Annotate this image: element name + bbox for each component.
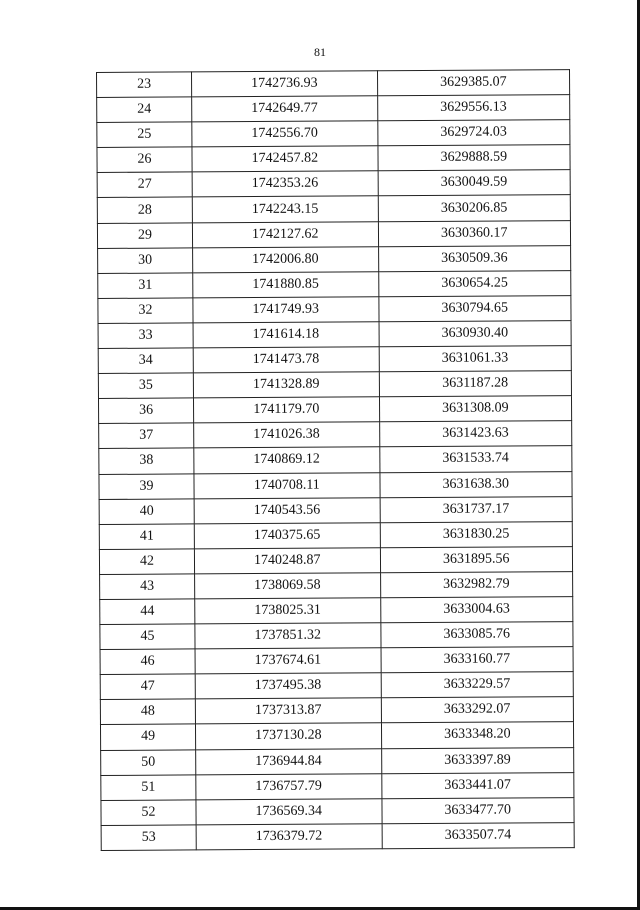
x-coordinate-cell: 1738025.31	[195, 598, 381, 624]
point-number-cell: 36	[98, 398, 193, 424]
x-coordinate-cell: 1741614.18	[193, 322, 379, 348]
y-coordinate-cell: 3631187.28	[379, 371, 572, 397]
y-coordinate-cell: 3630794.65	[378, 295, 571, 321]
coordinates-table-body	[97, 70, 575, 851]
y-coordinate-cell: 3631423.63	[379, 421, 572, 447]
table-row	[99, 446, 572, 474]
table-row	[98, 245, 571, 273]
point-number-cell: 24	[97, 97, 192, 123]
x-coordinate-cell: 1742243.15	[192, 196, 378, 222]
point-number-cell: 39	[99, 473, 194, 499]
y-coordinate-cell: 3630930.40	[379, 321, 572, 347]
table-row	[98, 270, 571, 298]
x-coordinate-cell: 1740869.12	[194, 447, 380, 473]
y-coordinate-cell: 3633507.74	[382, 822, 575, 848]
point-number-cell: 28	[97, 197, 192, 223]
y-coordinate-cell: 3631830.25	[380, 521, 573, 547]
table-row	[98, 371, 571, 399]
table-row	[100, 597, 573, 625]
y-coordinate-cell: 3633292.07	[381, 697, 574, 723]
point-number-cell: 25	[97, 122, 192, 148]
table-row	[97, 170, 570, 198]
table-row	[97, 145, 570, 173]
y-coordinate-cell: 3633477.70	[381, 797, 574, 823]
x-coordinate-cell: 1742127.62	[192, 221, 378, 247]
x-coordinate-cell: 1741328.89	[193, 372, 379, 398]
table-row	[98, 295, 571, 323]
y-coordinate-cell: 3633160.77	[381, 647, 574, 673]
table-row	[97, 120, 570, 148]
table-row	[99, 521, 572, 549]
table-row	[100, 672, 573, 700]
point-number-cell: 37	[99, 423, 194, 449]
x-coordinate-cell: 1737495.38	[195, 673, 381, 699]
table-row	[97, 70, 570, 98]
point-number-cell: 27	[97, 172, 192, 198]
y-coordinate-cell: 3631061.33	[379, 346, 572, 372]
y-coordinate-cell: 3633004.63	[380, 597, 573, 623]
table-row	[97, 220, 570, 248]
point-number-cell: 50	[101, 749, 196, 775]
y-coordinate-cell: 3631638.30	[379, 471, 572, 497]
y-coordinate-cell: 3633085.76	[380, 622, 573, 648]
y-coordinate-cell: 3631895.56	[380, 546, 573, 572]
point-number-cell: 52	[101, 800, 196, 826]
table-row	[98, 346, 571, 374]
x-coordinate-cell: 1740375.65	[194, 522, 380, 548]
table-row	[101, 797, 574, 825]
point-number-cell: 45	[100, 624, 195, 650]
y-coordinate-cell: 3629888.59	[377, 145, 570, 171]
x-coordinate-cell: 1742457.82	[192, 146, 378, 172]
point-number-cell: 41	[99, 524, 194, 550]
point-number-cell: 43	[100, 574, 195, 600]
point-number-cell: 51	[101, 775, 196, 801]
x-coordinate-cell: 1736379.72	[196, 824, 382, 850]
x-coordinate-cell: 1741880.85	[193, 272, 379, 298]
x-coordinate-cell: 1737313.87	[195, 698, 381, 724]
point-number-cell: 35	[98, 373, 193, 399]
point-number-cell: 29	[97, 222, 192, 248]
y-coordinate-cell: 3630509.36	[378, 245, 571, 271]
x-coordinate-cell: 1742649.77	[192, 96, 378, 122]
y-coordinate-cell: 3633441.07	[381, 772, 574, 798]
table-row	[99, 421, 572, 449]
point-number-cell: 44	[100, 599, 195, 625]
x-coordinate-cell: 1742006.80	[193, 246, 379, 272]
y-coordinate-cell: 3632982.79	[380, 571, 573, 597]
point-number-cell: 34	[98, 348, 193, 374]
x-coordinate-cell: 1741749.93	[193, 297, 379, 323]
y-coordinate-cell: 3633348.20	[381, 722, 574, 748]
page-number: 81	[314, 45, 326, 59]
table-row	[100, 622, 573, 650]
table-row	[101, 772, 574, 800]
x-coordinate-cell: 1742353.26	[192, 171, 378, 197]
y-coordinate-cell: 3629556.13	[377, 95, 570, 121]
x-coordinate-cell: 1741026.38	[194, 422, 380, 448]
y-coordinate-cell: 3630654.25	[378, 270, 571, 296]
x-coordinate-cell: 1741473.78	[193, 347, 379, 373]
table-row	[101, 822, 574, 850]
x-coordinate-cell: 1742556.70	[192, 121, 378, 147]
x-coordinate-cell: 1738069.58	[195, 573, 381, 599]
table-row	[97, 195, 570, 223]
point-number-cell: 42	[99, 549, 194, 575]
x-coordinate-cell: 1737674.61	[195, 648, 381, 674]
point-number-cell: 30	[98, 248, 193, 274]
y-coordinate-cell: 3633397.89	[381, 747, 574, 773]
point-number-cell: 38	[99, 448, 194, 474]
x-coordinate-cell: 1740248.87	[194, 548, 380, 574]
table-row	[100, 697, 573, 725]
y-coordinate-cell: 3633229.57	[381, 672, 574, 698]
point-number-cell: 31	[98, 273, 193, 299]
point-number-cell: 48	[100, 699, 195, 725]
table-row	[98, 321, 571, 349]
y-coordinate-cell: 3630206.85	[378, 195, 571, 221]
y-coordinate-cell: 3630360.17	[378, 220, 571, 246]
coordinates-table	[96, 69, 575, 851]
table-row	[97, 95, 570, 123]
x-coordinate-cell: 1740708.11	[194, 472, 380, 498]
y-coordinate-cell: 3631308.09	[379, 396, 572, 422]
point-number-cell: 47	[100, 674, 195, 700]
x-coordinate-cell: 1740543.56	[194, 497, 380, 523]
point-number-cell: 33	[98, 323, 193, 349]
y-coordinate-cell: 3629385.07	[377, 70, 570, 96]
table-row	[98, 396, 571, 424]
table-row	[100, 722, 573, 750]
x-coordinate-cell: 1737851.32	[195, 623, 381, 649]
y-coordinate-cell: 3630049.59	[378, 170, 571, 196]
point-number-cell: 46	[100, 649, 195, 675]
table-row	[99, 496, 572, 524]
point-number-cell: 23	[97, 72, 192, 98]
table-row	[99, 471, 572, 499]
table-row	[99, 546, 572, 574]
point-number-cell: 49	[100, 724, 195, 750]
x-coordinate-cell: 1736757.79	[196, 773, 382, 799]
table-row	[100, 647, 573, 675]
y-coordinate-cell: 3631737.17	[380, 496, 573, 522]
table-row	[100, 571, 573, 599]
y-coordinate-cell: 3629724.03	[377, 120, 570, 146]
point-number-cell: 53	[101, 825, 196, 851]
y-coordinate-cell: 3631533.74	[379, 446, 572, 472]
x-coordinate-cell: 1736944.84	[196, 748, 382, 774]
x-coordinate-cell: 1736569.34	[196, 798, 382, 824]
point-number-cell: 32	[98, 298, 193, 324]
x-coordinate-cell: 1737130.28	[195, 723, 381, 749]
point-number-cell: 40	[99, 499, 194, 525]
point-number-cell: 26	[97, 147, 192, 173]
x-coordinate-cell: 1742736.93	[192, 71, 378, 97]
table-row	[101, 747, 574, 775]
x-coordinate-cell: 1741179.70	[193, 397, 379, 423]
